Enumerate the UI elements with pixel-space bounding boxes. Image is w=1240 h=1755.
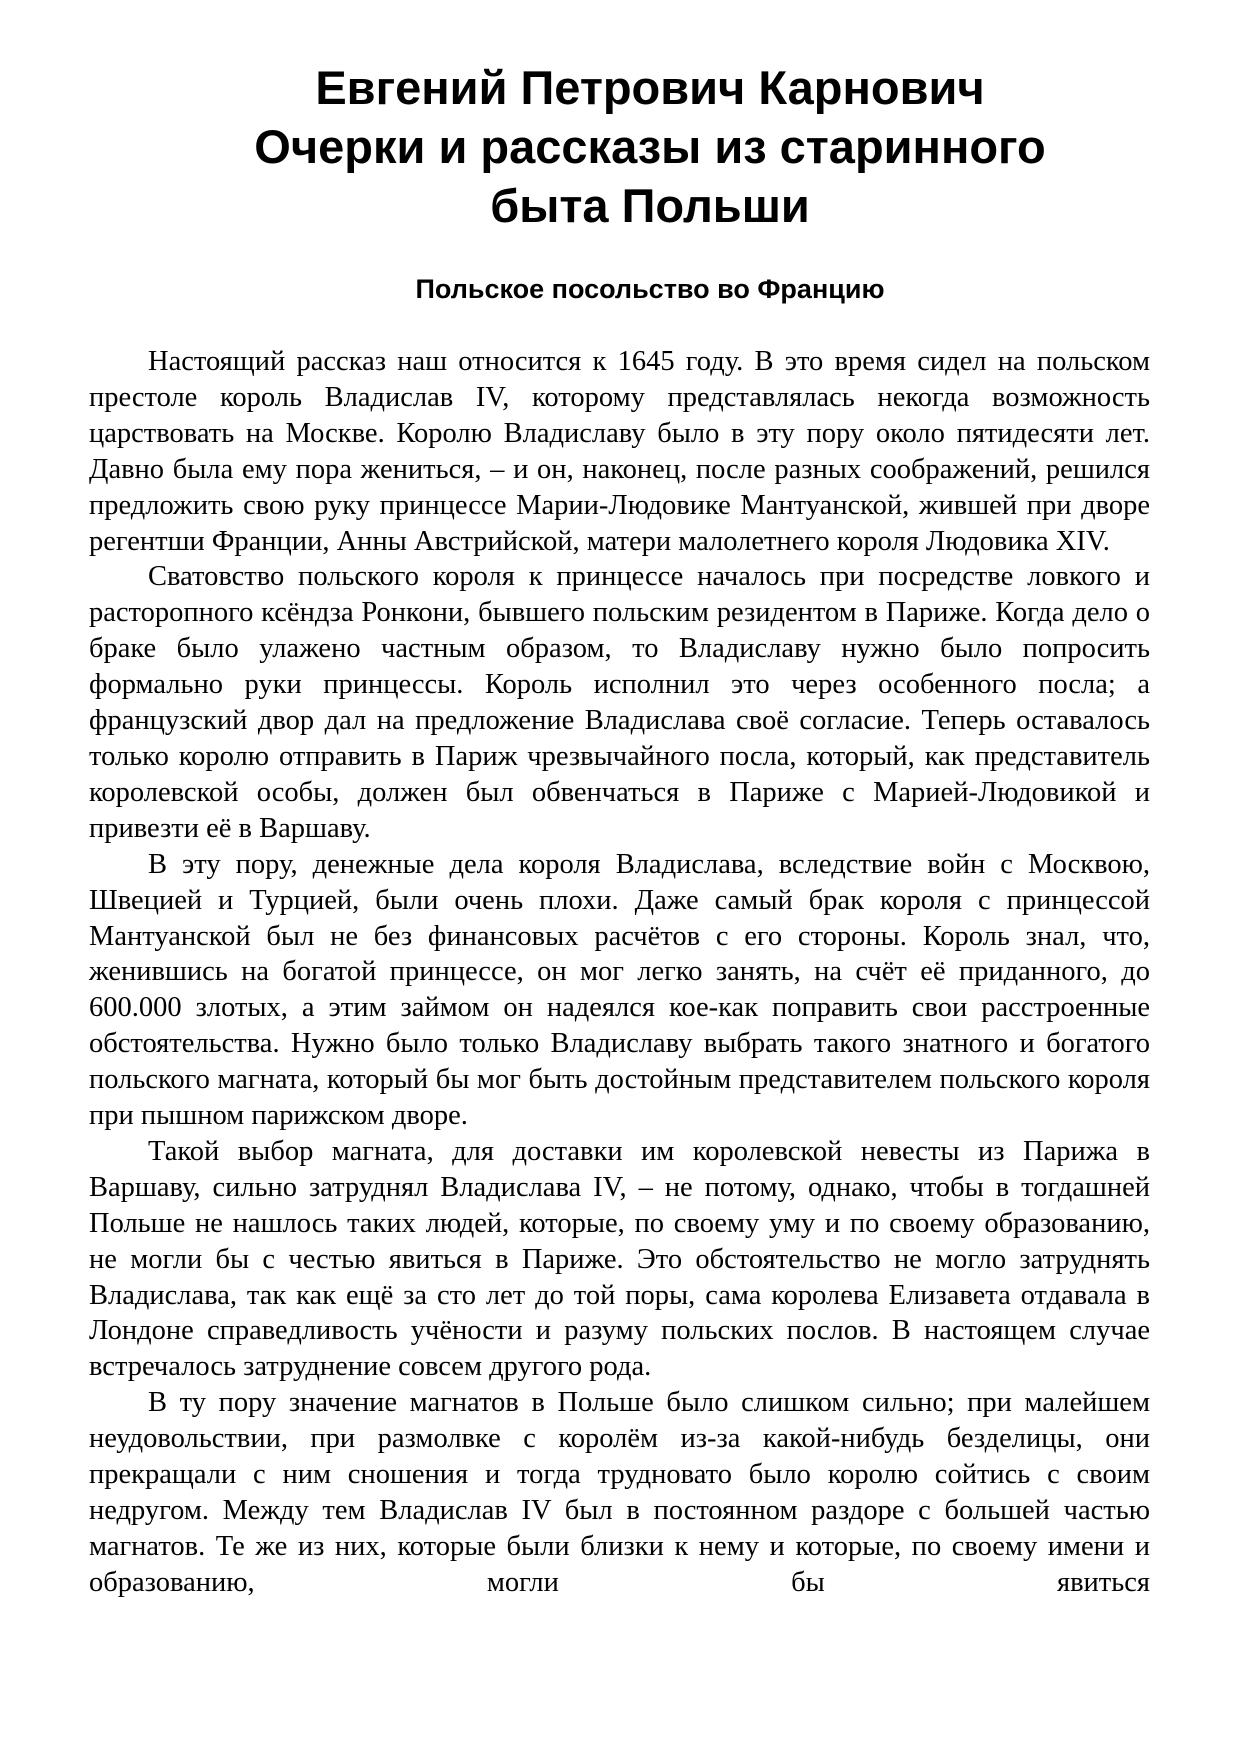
- paragraph-3: В эту пору, денежные дела короля Владислава, вследствие войн с Москвою, Швецией и Турцией, были очень плохи. Даже самый брак короля с принцессой Мантуанской был не без финансовых расчётов с его стороны. Король знал, что, женившись на богатой принцессе, он мог легко занять, на счёт её приданного, до 600.000 злотых, а этим займом он надеялся кое-как поправить свои расстроенные обстоятельства. Нужно было только Владиславу выбрать такого знатного и богатого польского магната, который бы мог быть достойным представителем польского короля при пышном парижском дворе.: [89, 848, 1150, 1132]
- paragraph-4: Такой выбор магната, для доставки им королевской невесты из Парижа в Варшаву, сильно затруднял Владислава IV, – не потому, однако, чтобы в тогдашней Польше не нашлось таких людей, которые, по своему уму и по своему образованию, не могли бы с честью явиться в Париже. Это обстоятельство не могло затруднять Владислава, так как ещё за сто лет до той поры, сама королева Елизавета отдавала в Лондоне справедливость учёности и разуму польских послов. В настоящем случае встречалось затруднение совсем другого рода.: [89, 1135, 1150, 1383]
- book-title: [170, 58, 1130, 235]
- section-title: Польское посольство во Францию: [415, 274, 885, 304]
- paragraph-2: Сватовство польского короля к принцессе началось при посредстве ловкого и расторопного ксёндза Ронкони, бывшего польским резидентом в Париже. Когда дело о браке было улажено частным образом, то Владиславу нужно было попросить формально руки принцессы. Король исполнил это через особенного посла; а французский двор дал на предложение Владислава своё согласие. Теперь оставалось только королю отправить в Париж чрезвычайного посла, который, как представитель королевской особы, должен был обвенчаться в Париже с Марией-Людовикой и привезти её в Варшаву.: [89, 561, 1150, 844]
- body-text: [89, 344, 1150, 1601]
- paragraph-5: В ту пору значение магнатов в Польше было слишком сильно; при малейшем неудовольствии, при размолвке с королём из-за какой-нибудь безделицы, они прекращали с ним сношения и тогда трудновато было королю сойтись с своим недругом. Между тем Владислав IV был в постоянном раздоре с большей частью магнатов. Те же из них, которые были близки к нему и которые, по своему имени и образованию, могли бы явиться: [89, 1387, 1150, 1598]
- book-title-line-author: Евгений Петрович Карнович: [315, 61, 985, 114]
- book-title-line-2: быта Польши: [490, 179, 810, 232]
- book-title-line-1: Очерки и рассказы из старинного: [254, 120, 1046, 173]
- paragraph-1: Настоящий рассказ наш относится к 1645 году. В это время сидел на польском престоле король Владислав IV, которому представлялась некогда возможность царствовать на Москве. Королю Владиславу было в эту пору около пятидесяти лет. Давно была ему пора жениться, – и он, наконец, после разных соображений, решился предложить свою руку принцессе Марии-Людовике Мантуанской, жившей при дворе регентши Франции, Анны Австрийской, матери малолетнего короля Людовика XIV.: [89, 346, 1150, 557]
